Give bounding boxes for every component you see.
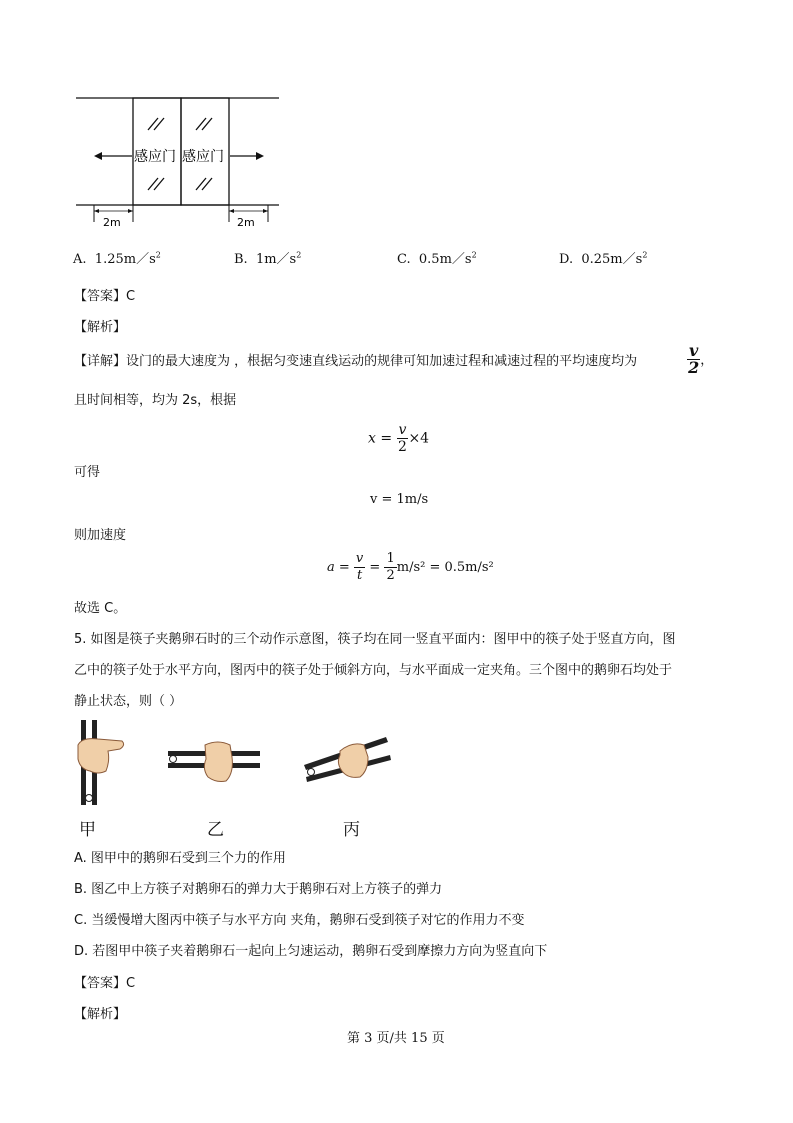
q5-option-a: A. 图甲中的鹅卵石受到三个力的作用	[74, 851, 286, 866]
q4-detail-line1: 【详解】设门的最大速度为 ，根据匀变速直线运动的规律可知加速过程和减速过程的平均速度均为	[74, 354, 638, 369]
equation-2: v = 1m/s	[370, 492, 429, 507]
q4-option-a: A. $1.25m/s^2$	[73, 250, 161, 267]
q5-option-b: B. 图乙中上方筷子对鹅卵石的弹力大于鹅卵石对上方筷子的弹力	[74, 882, 443, 897]
accel-label: 则加速度	[74, 528, 127, 543]
q4-option-d: D. $0.25m/s^2$	[559, 250, 648, 267]
caption-yi: 乙	[207, 820, 224, 840]
door-label-left: 感应门	[134, 149, 176, 165]
q5-option-d: D. 若图甲中筷子夹着鹅卵石一起向上匀速运动，鹅卵石受到摩擦力方向为竖直向下	[74, 944, 548, 959]
kede-text: 可得	[74, 465, 101, 480]
dim-label-left: 2m	[103, 216, 121, 229]
q5-analysis-label: 【解析】	[74, 1007, 127, 1022]
q4-option-c: C. $0.5m/s^2$	[397, 250, 477, 267]
door-label-right: 感应门	[182, 149, 224, 165]
q5-stem-line3: 静止状态，则（ ）	[74, 694, 183, 709]
q4-conclusion: 故选 C。	[74, 601, 127, 616]
chopsticks-jia-icon	[78, 720, 124, 805]
q4-analysis-label: 【解析】	[74, 320, 127, 335]
chopsticks-figure	[70, 715, 410, 810]
q4-detail-line2: 且时间相等，均为 2s，根据	[74, 393, 237, 408]
q4-option-b: B. $1m/s^2$	[234, 250, 302, 267]
q4-answer: 【答案】C	[74, 289, 136, 304]
caption-bing: 丙	[343, 820, 360, 840]
equation-1: x = $\frac{v}{2}$ ×4	[368, 422, 430, 455]
chopsticks-yi-icon	[168, 742, 260, 782]
page-footer: 第 3 页/共 15 页	[347, 1031, 445, 1046]
equation-3: a = $\frac{v}{t}$ = $\frac{1}{2}$ m/s² = 0.5m/s²	[327, 551, 494, 583]
q5-stem-line1: 5. 如图是筷子夹鹅卵石时的三个动作示意图，筷子均在同一竖直平面内：图甲中的筷子处于竖直方向，图	[74, 632, 676, 647]
q5-option-c: C. 当缓慢增大图丙中筷子与水平方向 夹角，鹅卵石受到筷子对它的作用力不变	[74, 913, 525, 928]
sensor-door-figure	[74, 92, 284, 232]
caption-jia: 甲	[79, 820, 96, 840]
dim-label-right: 2m	[237, 216, 255, 229]
q4-detail-frac: $\frac{v}{2}$ ，	[688, 341, 714, 377]
chopsticks-bing-icon	[304, 737, 391, 782]
q5-answer: 【答案】C	[74, 976, 136, 991]
q5-stem-line2: 乙中的筷子处于水平方向，图丙中的筷子处于倾斜方向，与水平面成一定夹角。三个图中的鹅卵石均处于	[74, 663, 673, 678]
